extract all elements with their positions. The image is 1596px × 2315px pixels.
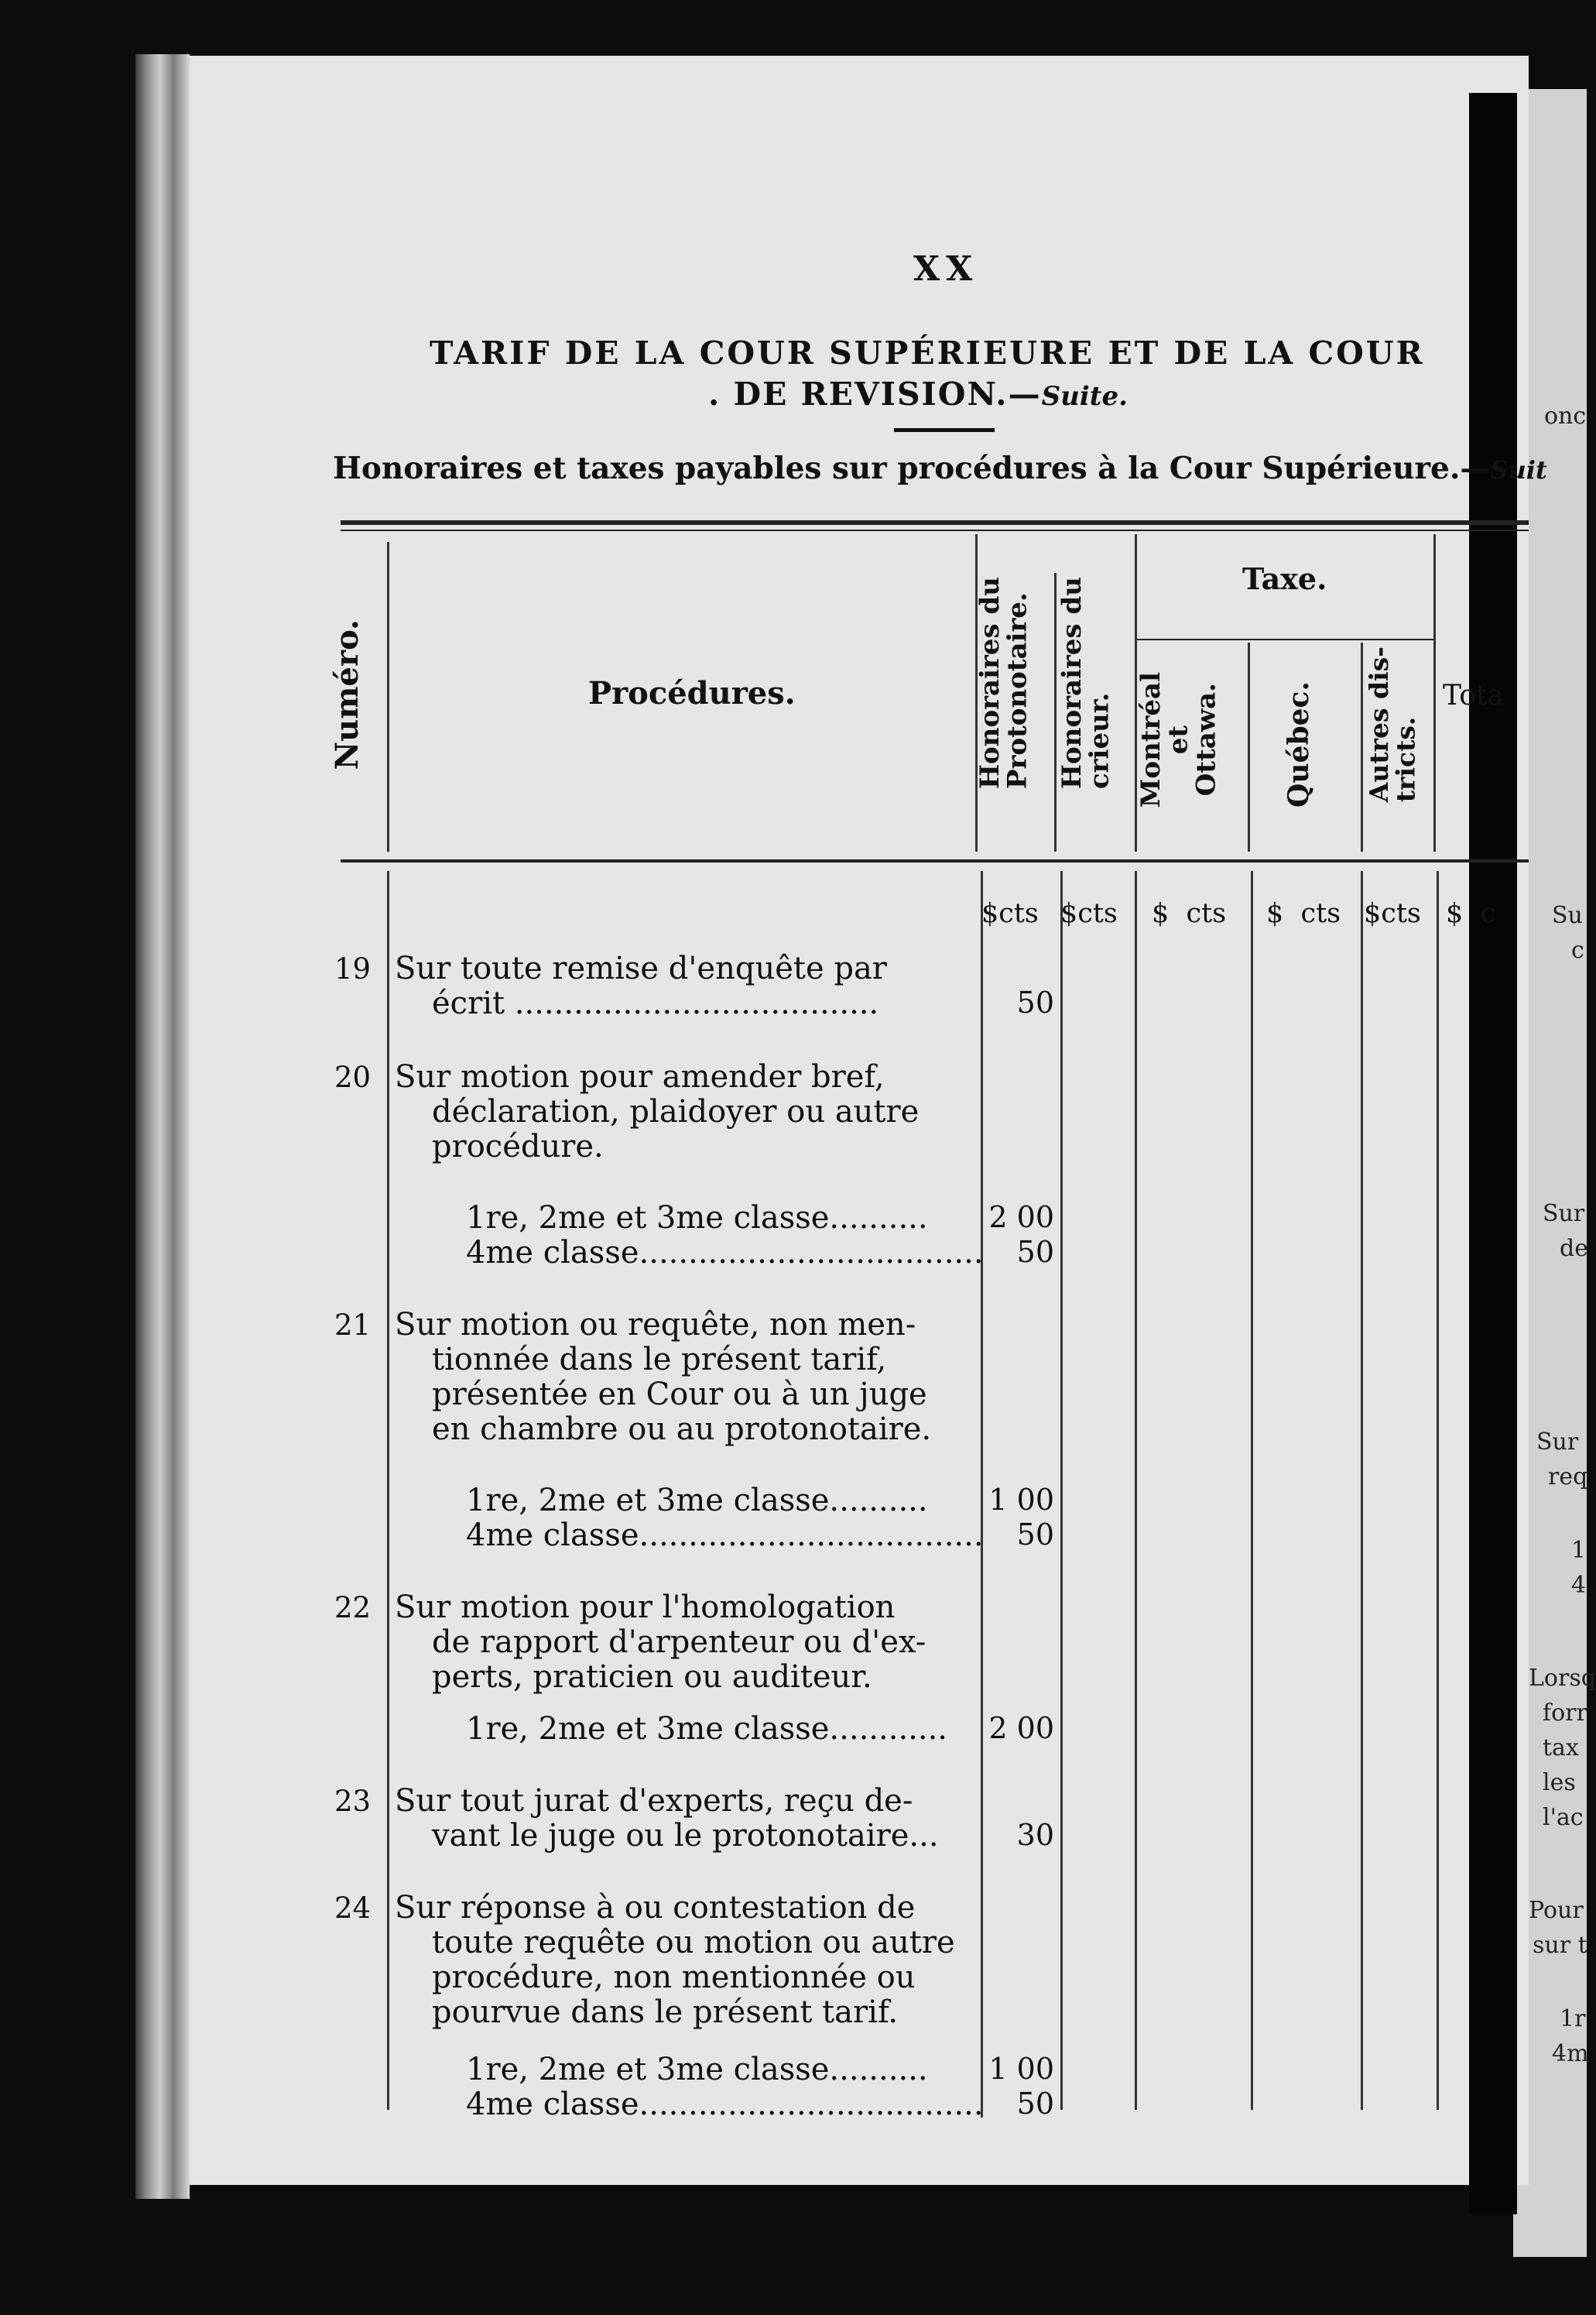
right-page-fragment: 4 [1571,1572,1587,1599]
page-number: XX [913,249,979,289]
row-number: 24 [334,1891,372,1925]
procedure-line: Sur réponse à ou contestation de [395,1890,916,1926]
procedure-line: toute requête ou motion ou autre [432,1925,955,1960]
right-page-fragment: Pour [1529,1897,1584,1924]
header-quebec: Québec. [1283,681,1315,808]
procedure-line: tionnée dans le présent tarif, [432,1342,887,1377]
procedure-line: déclaration, plaidoyer ou autre [432,1094,920,1130]
row-number: 23 [334,1785,372,1818]
class-line: 4me classe................................... [466,2087,984,2122]
col-divider-quebec [1361,643,1363,852]
row-number: 19 [334,952,372,986]
unit-protonotaire: $cts [981,898,1039,929]
row-number: 20 [334,1061,372,1094]
header-honoraires-protonotaire: Honoraires du Protonotaire. [974,577,1033,790]
procedure-line: procédure. [432,1129,604,1164]
section-subtitle: Honoraires et taxes payables sur procédures à la Cour Supérieure.—Suit [333,451,1547,486]
right-page-fragment: 4m [1552,2040,1589,2067]
right-page-fragment: req [1548,1463,1588,1490]
row-number: 22 [334,1591,372,1624]
right-page-fragment: 1 [1571,1537,1587,1564]
class-line: 4me classe................................... [466,1235,984,1271]
right-page-fragment: tax [1543,1734,1579,1761]
right-page-fragment: forr [1543,1699,1587,1727]
book-binding [135,54,190,2199]
procedure-line: vant le juge ou le protonotaire... [432,1818,939,1854]
procedure-line: Sur motion ou requête, non men- [395,1307,916,1343]
unit-autres: $cts [1364,898,1421,929]
procedure-line: Sur tout jurat d'experts, reçu de- [395,1783,913,1819]
header-taxe: Taxe. [1242,561,1327,596]
class-line: 1re, 2me et 3me classe.......... [466,2052,928,2087]
procedure-line: présentée en Cour ou à un juge [432,1377,927,1412]
right-page-fragment: Lorsq [1529,1665,1596,1692]
right-page-fragment: les [1543,1769,1576,1796]
title-rule [894,428,995,432]
right-page-fragment: de [1560,1235,1588,1262]
col-divider-numero [387,542,389,852]
header-total: Tota [1443,680,1504,712]
fee-protonotaire: 50 [1016,1518,1054,1552]
taxe-divider-rule [1136,639,1434,640]
fee-protonotaire: 2 00 [988,1711,1054,1745]
unit-quebec: $ cts [1266,898,1341,929]
table-top-rule-thin [341,530,1529,531]
procedure-line: perts, praticien ou auditeur. [432,1659,872,1695]
row-number: 21 [334,1308,372,1342]
right-page-fragment: Sur [1543,1200,1585,1227]
body-divider-numero [387,871,389,2110]
procedure-line: Sur motion pour l'homologation [395,1590,896,1625]
fee-protonotaire: 50 [1016,1235,1054,1269]
fee-protonotaire: 2 00 [988,1200,1054,1234]
page-title-line2: . DE REVISION.—Suite. [708,376,1128,413]
right-page-fragment: Su [1552,902,1583,929]
header-honoraires-crieur: Honoraires du crieur. [1057,577,1115,790]
body-divider-proto [1060,871,1063,2110]
header-montreal-ottawa: Montréal et Ottawa. [1135,672,1222,808]
book-spine-shadow [1469,93,1517,2214]
right-page-fragment: c [1571,937,1584,964]
col-divider-autres [1433,534,1436,852]
procedure-line: pourvue dans le présent tarif. [432,1994,899,2030]
right-page-fragment: l'ac [1543,1804,1584,1831]
right-page-fragment: sur t [1533,1932,1587,1959]
fee-protonotaire: 1 00 [988,1483,1054,1517]
header-procedures: Procédures. [588,675,796,712]
fee-protonotaire: 30 [1016,1818,1054,1852]
procedure-line: de rapport d'arpenteur ou d'ex- [432,1624,926,1660]
procedure-line: écrit ..................................... [432,986,879,1021]
procedure-line: Sur toute remise d'enquête par [395,951,887,986]
fee-protonotaire: 50 [1016,986,1054,1020]
right-page-fragment: Sur [1536,1428,1579,1456]
body-divider-autres [1437,871,1439,2110]
class-line: 1re, 2me et 3me classe............ [466,1711,948,1747]
header-autres-districts: Autres dis- tricts. [1364,646,1421,803]
page-title-line1: TARIF DE LA COUR SUPÉRIEURE ET DE LA COUR [430,334,1425,372]
class-line: 4me classe................................... [466,1518,984,1553]
header-numero: Numéro. [329,619,365,770]
procedure-line: en chambre ou au protonotaire. [432,1411,932,1447]
unit-montreal: $ cts [1152,898,1227,929]
class-line: 1re, 2me et 3me classe.......... [466,1483,928,1518]
fee-protonotaire: 1 00 [988,2052,1054,2086]
unit-crieur: $cts [1060,898,1118,929]
body-divider-crieur [1135,871,1137,2110]
procedure-line: procédure, non mentionnée ou [432,1960,916,1995]
right-page-fragment: 1r [1560,2005,1586,2032]
fee-protonotaire: 50 [1016,2087,1054,2121]
body-divider-montreal [1251,871,1253,2110]
unit-total: $ c [1446,898,1496,929]
table-top-rule [341,520,1529,525]
col-divider-montreal [1248,643,1250,852]
class-line: 1re, 2me et 3me classe.......... [466,1200,928,1236]
body-divider-quebec [1361,871,1363,2110]
right-page-fragment: onc [1544,403,1587,430]
header-bottom-rule [341,859,1529,863]
procedure-line: Sur motion pour amender bref, [395,1059,885,1095]
